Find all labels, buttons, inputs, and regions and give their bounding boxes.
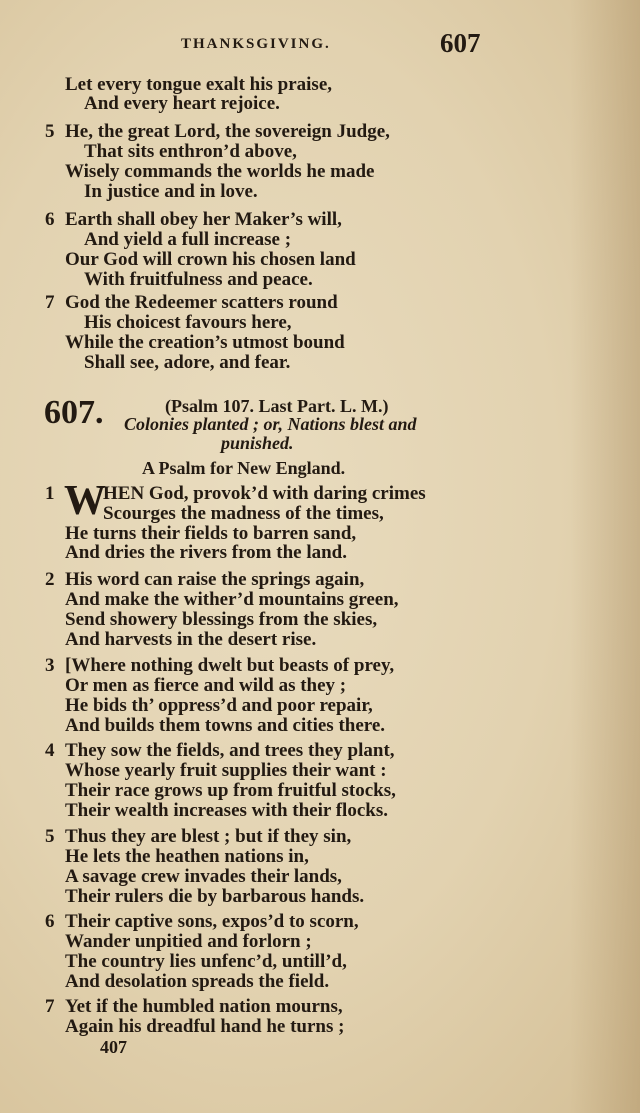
verse-line: He turns their fields to barren sand,	[65, 523, 357, 544]
hymn-heading: A Psalm for New England.	[142, 458, 346, 478]
stanza-number: 2	[45, 569, 55, 590]
verse-line: He bids th’ oppress’d and poor repair,	[65, 695, 373, 716]
verse-line: Earth shall obey her Maker’s will,	[65, 209, 342, 230]
verse-line: That sits enthron’d above,	[84, 141, 297, 162]
verse-line: Yet if the humbled nation mourns,	[65, 996, 343, 1017]
stanza-number: 6	[45, 209, 55, 230]
page-number: 607	[440, 28, 481, 58]
verse-line: Their rulers die by barbarous hands.	[65, 886, 365, 907]
verse-line: His choicest favours here,	[84, 312, 292, 333]
stanza-number: 6	[45, 911, 55, 932]
stanza-number: 5	[45, 826, 55, 847]
stanza-number: 7	[45, 996, 55, 1017]
verse-line: And builds them towns and cities there.	[65, 715, 386, 736]
verse-line: Wander unpitied and forlorn ;	[65, 931, 312, 952]
verse-line: He, the great Lord, the sovereign Judge,	[65, 121, 390, 142]
verse-line: Our God will crown his chosen land	[65, 249, 356, 270]
verse-line: Wisely commands the worlds he made	[65, 161, 375, 182]
verse-line: And dries the rivers from the land.	[65, 542, 347, 563]
verse-line: [Where nothing dwelt but beasts of prey,	[65, 655, 395, 676]
verse-line: In justice and in love.	[84, 181, 258, 202]
verse-line: Shall see, adore, and fear.	[84, 352, 291, 373]
hymn-number: 607.	[44, 394, 104, 431]
stanza-number: 3	[45, 655, 55, 676]
verse-line: With fruitfulness and peace.	[84, 269, 313, 290]
stanza-number: 7	[45, 292, 55, 313]
verse-line: While the creation’s utmost bound	[65, 332, 345, 353]
verse-line: And make the wither’d mountains green,	[65, 589, 399, 610]
hymn-subtitle: Colonies planted ; or, Nations blest and	[124, 414, 417, 434]
verse-line: And every heart rejoice.	[84, 93, 280, 114]
verse-line: Scourges the madness of the times,	[103, 503, 384, 524]
verse-line: His word can raise the springs again,	[65, 569, 365, 590]
verse-line: And yield a full increase ;	[84, 229, 292, 250]
printer-signature: 407	[100, 1037, 127, 1057]
stanza-number: 4	[45, 740, 55, 761]
verse-line: Their race grows up from fruitful stocks,	[65, 780, 396, 801]
stanza-number: 5	[45, 121, 55, 142]
verse-line: A savage crew invades their lands,	[65, 866, 342, 887]
verse-line: He lets the heathen nations in,	[65, 846, 309, 867]
verse-line: Their captive sons, expos’d to scorn,	[65, 911, 359, 932]
verse-line: God the Redeemer scatters round	[65, 292, 338, 313]
psalm-reference: (Psalm 107. Last Part. L. M.)	[165, 396, 389, 416]
stanza-number: 1	[45, 483, 55, 504]
verse-line: And harvests in the desert rise.	[65, 629, 317, 650]
verse-line: They sow the fields, and trees they plant,	[65, 740, 395, 761]
verse-line: Let every tongue exalt his praise,	[65, 74, 333, 95]
verse-line: And desolation spreads the field.	[65, 971, 330, 992]
verse-line: Thus they are blest ; but if they sin,	[65, 826, 352, 847]
hymn-subtitle-continued: punished.	[221, 433, 294, 453]
verse-line: Or men as fierce and wild as they ;	[65, 675, 347, 696]
verse-line: The country lies unfenc’d, untill’d,	[65, 951, 347, 972]
verse-line: Their wealth increases with their flocks.	[65, 800, 388, 821]
drop-cap: W	[64, 478, 106, 524]
running-title: THANKSGIVING.	[181, 36, 331, 52]
verse-line: Again his dreadful hand he turns ;	[65, 1016, 345, 1037]
verse-line: Send showery blessings from the skies,	[65, 609, 378, 630]
verse-line: HEN God, provok’d with daring crimes	[103, 483, 426, 504]
verse-line: Whose yearly fruit supplies their want :	[65, 760, 387, 781]
